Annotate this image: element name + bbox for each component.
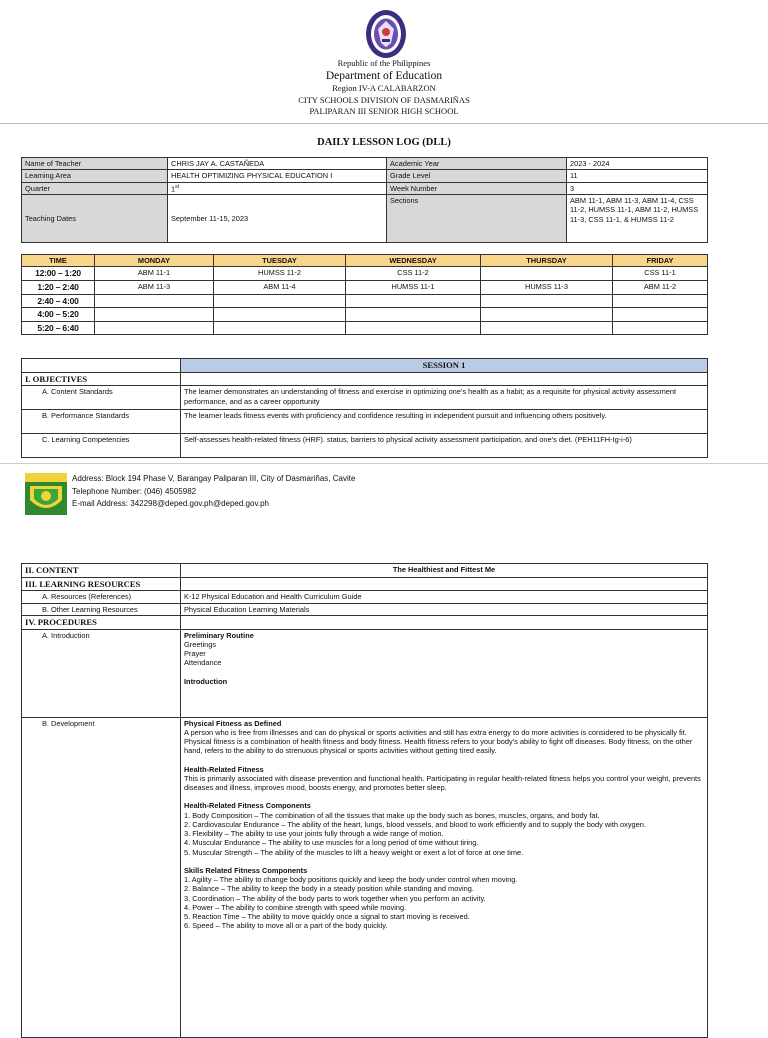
routine-item: Prayer bbox=[184, 649, 206, 659]
routine-item: Greetings bbox=[184, 639, 217, 649]
development-content bbox=[181, 717, 708, 1037]
list-item: 5. Reaction Time – The ability to move quickly once a signal to start moving is received. bbox=[184, 912, 470, 922]
region-line: Region IV-A CALABARZON bbox=[332, 83, 436, 93]
schedule-cell bbox=[95, 308, 214, 322]
grade-label: Grade Level bbox=[387, 170, 567, 182]
schedule-header-5: FRIDAY bbox=[613, 255, 708, 267]
resources-references-label: A. Resources (References) bbox=[22, 591, 181, 603]
schedule-header-0: TIME bbox=[22, 255, 95, 267]
grade-value: 11 bbox=[567, 170, 708, 182]
footer-email: E-mail Address: 342298@deped.gov.ph@deped.gov.ph bbox=[72, 499, 269, 508]
learning-competencies-label: C. Learning Competencies bbox=[22, 434, 181, 458]
physical-fitness-heading: Physical Fitness as Defined bbox=[184, 718, 282, 728]
content-standards-label: A. Content Standards bbox=[22, 386, 181, 410]
time-slot-cell: 4:00 – 5:20 bbox=[22, 308, 95, 322]
department-line: Department of Education bbox=[325, 70, 443, 82]
school-line: PALIPARAN III SENIOR HIGH SCHOOL bbox=[309, 106, 459, 116]
introduction-title: Introduction bbox=[184, 676, 228, 686]
introduction-content bbox=[181, 629, 708, 717]
time-slot-cell: 1:20 – 2:40 bbox=[22, 280, 95, 294]
list-item: 3. Flexibility – The ability to use your joints fully through a wide range of motion. bbox=[184, 829, 444, 839]
blank-cell bbox=[181, 615, 708, 629]
schedule-cell bbox=[481, 321, 613, 335]
footer-divider bbox=[0, 463, 768, 464]
performance-standards-text: The learner leads fitness events with proficiency and confidence resulting in independent pursuit and influencing others positively. bbox=[181, 410, 708, 434]
physical-fitness-paragraph: A person who is free from illnesses and can do physical or sports activities and still has extra energy to do more activities is considered to be physically fit. Physical fitness is a combination of health fitness and body fitness. Health fitness refers to your body’s ability to fight off diseases. Body fitness, on the other hand, refers to the ability to do strenuous physical or sports activities without getting tired easily. bbox=[184, 727, 693, 756]
session-header: SESSION 1 bbox=[181, 359, 708, 373]
schedule-cell bbox=[214, 308, 346, 322]
table-row bbox=[22, 294, 708, 308]
quarter-label: Quarter bbox=[22, 182, 168, 195]
schedule-header-1: MONDAY bbox=[95, 255, 214, 267]
list-item: 6. Speed – The ability to move all or a part of the body quickly. bbox=[184, 921, 388, 931]
document-title: DAILY LESSON LOG (DLL) bbox=[317, 137, 451, 148]
development-label: B. Development bbox=[22, 717, 181, 1037]
schedule-header-2: TUESDAY bbox=[214, 255, 346, 267]
schedule-cell bbox=[346, 294, 481, 308]
schedule-cell: HUMSS 11-2 bbox=[214, 267, 346, 281]
dates-label: Teaching Dates bbox=[22, 195, 168, 243]
performance-standards-label: B. Performance Standards bbox=[22, 410, 181, 434]
list-item: 2. Cardiovascular Endurance – The ability of the heart, lungs, blood vessels, and blood to work efficiently and to supply the body with oxygen. bbox=[184, 819, 646, 829]
quarter-value bbox=[168, 182, 387, 195]
schedule-cell: ABM 11-1 bbox=[95, 267, 214, 281]
objectives-table bbox=[21, 358, 708, 458]
sections-label: Sections bbox=[387, 195, 567, 243]
quarter-number: 1 bbox=[171, 183, 176, 193]
schedule-cell: HUMSS 11-3 bbox=[481, 280, 613, 294]
content-table bbox=[21, 563, 708, 1038]
schedule-cell bbox=[214, 321, 346, 335]
republic-line: Republic of the Philippines bbox=[337, 58, 431, 68]
schedule-cell bbox=[95, 321, 214, 335]
schedule-cell: CSS 11-1 bbox=[613, 267, 708, 281]
footer-telephone: Telephone Number: (046) 4505982 bbox=[72, 487, 197, 496]
week-value: 3 bbox=[567, 182, 708, 195]
table-row bbox=[22, 308, 708, 322]
sections-value: ABM 11-1, ABM 11-3, ABM 11-4, CSS 11-2, HUMSS 11-1, ABM 11-2, HUMSS 11-3, CSS 11-1, & HUMSS 11-2 bbox=[567, 195, 708, 243]
list-item: 1. Body Composition – The combination of all the tissues that make up the body such as bones, muscles, organs, and body fat. bbox=[184, 810, 600, 820]
schedule-cell bbox=[346, 308, 481, 322]
routine-item: Attendance bbox=[184, 658, 222, 668]
header-divider bbox=[0, 123, 768, 124]
schedule-cell: ABM 11-2 bbox=[613, 280, 708, 294]
dates-value: September 11-15, 2023 bbox=[168, 195, 387, 243]
schedule-cell bbox=[613, 294, 708, 308]
list-item: 5. Muscular Strength – The ability of the muscles to lift a heavy weight or exert a lot of force at one time. bbox=[184, 847, 524, 857]
skills-components-heading: Skills Related Fitness Components bbox=[184, 865, 308, 875]
list-item: 4. Power – The ability to combine strength with speed while moving. bbox=[184, 902, 407, 912]
schedule-header-4: THURSDAY bbox=[481, 255, 613, 267]
blank-cell bbox=[22, 359, 181, 373]
teacher-label: Name of Teacher bbox=[22, 158, 168, 170]
year-value: 2023 - 2024 bbox=[567, 158, 708, 170]
blank-cell bbox=[181, 577, 708, 591]
list-item: 2. Balance – The ability to keep the body in a steady position while standing and moving. bbox=[184, 884, 474, 894]
preliminary-routine-title: Preliminary Routine bbox=[184, 630, 254, 640]
schedule-cell bbox=[613, 321, 708, 335]
blank-cell bbox=[181, 372, 708, 386]
teacher-info-table bbox=[21, 157, 708, 243]
health-related-paragraph: This is primarily associated with disease prevention and functional health. Participating in regular health-related fitness helps you control your weight, prevents diseases and illness, improves mood, boosts energy, and promotes better sleep. bbox=[184, 773, 701, 793]
footer-address: Address: Block 194 Phase V, Barangay Paliparan III, City of Dasmariñas, Cavite bbox=[72, 474, 356, 483]
time-slot-cell: 12:00 – 1:20 bbox=[22, 267, 95, 281]
week-label: Week Number bbox=[387, 182, 567, 195]
quarter-suffix: st bbox=[175, 183, 180, 190]
table-row bbox=[22, 321, 708, 335]
content-heading: II. CONTENT bbox=[22, 564, 181, 578]
schedule-cell bbox=[613, 308, 708, 322]
content-value: The Healthiest and Fittest Me bbox=[181, 564, 708, 578]
list-item: 4. Muscular Endurance – The ability to use muscles for a long period of time without tiring. bbox=[184, 838, 479, 848]
schedule-cell: HUMSS 11-1 bbox=[346, 280, 481, 294]
introduction-label: A. Introduction bbox=[22, 629, 181, 717]
school-logo bbox=[24, 472, 68, 516]
objectives-heading: I. OBJECTIVES bbox=[22, 372, 181, 386]
schedule-cell bbox=[481, 267, 613, 281]
area-value: HEALTH OPTIMIZING PHYSICAL EDUCATION I bbox=[168, 170, 387, 182]
year-label: Academic Year bbox=[387, 158, 567, 170]
content-standards-text: The learner demonstrates an understanding of fitness and exercise in optimizing one’s health as a habit; as a requisite for physical activity assessment performance, and as a career opportunity bbox=[181, 386, 708, 410]
list-item: 1. Agility – The ability to change body positions quickly and keep the body under control when moving. bbox=[184, 875, 518, 885]
other-resources-label: B. Other Learning Resources bbox=[22, 603, 181, 615]
list-item: 3. Coordination – The ability of the body parts to work together when you perform an activity. bbox=[184, 893, 486, 903]
health-components-heading: Health-Related Fitness Components bbox=[184, 801, 311, 811]
schedule-cell bbox=[346, 321, 481, 335]
deped-seal-logo bbox=[365, 9, 407, 59]
resources-heading: III. LEARNING RESOURCES bbox=[22, 577, 181, 591]
time-slot-cell: 2:40 – 4:00 bbox=[22, 294, 95, 308]
schedule-cell: ABM 11-4 bbox=[214, 280, 346, 294]
other-resources-value: Physical Education Learning Materials bbox=[181, 603, 708, 615]
schedule-cell bbox=[95, 294, 214, 308]
table-row bbox=[22, 280, 708, 294]
division-line: CITY SCHOOLS DIVISION OF DASMARIÑAS bbox=[298, 95, 470, 105]
time-slot-cell: 5:20 – 6:40 bbox=[22, 321, 95, 335]
schedule-cell bbox=[481, 294, 613, 308]
resources-references-value: K-12 Physical Education and Health Curriculum Guide bbox=[181, 591, 708, 603]
schedule-cell bbox=[481, 308, 613, 322]
schedule-cell bbox=[214, 294, 346, 308]
schedule-cell: CSS 11-2 bbox=[346, 267, 481, 281]
teacher-value: CHRIS JAY A. CASTAÑEDA bbox=[168, 158, 387, 170]
area-label: Learning Area bbox=[22, 170, 168, 182]
schedule-table bbox=[21, 254, 708, 335]
schedule-header-3: WEDNESDAY bbox=[346, 255, 481, 267]
table-row bbox=[22, 267, 708, 281]
procedures-heading: IV. PROCEDURES bbox=[22, 615, 181, 629]
schedule-cell: ABM 11-3 bbox=[95, 280, 214, 294]
health-related-heading: Health-Related Fitness bbox=[184, 764, 264, 774]
learning-competencies-text: Self-assesses health-related fitness (HRF). status, barriers to physical activity assessment participation, and one’s diet. (PEH11FH-Ig-i-6) bbox=[181, 434, 708, 458]
